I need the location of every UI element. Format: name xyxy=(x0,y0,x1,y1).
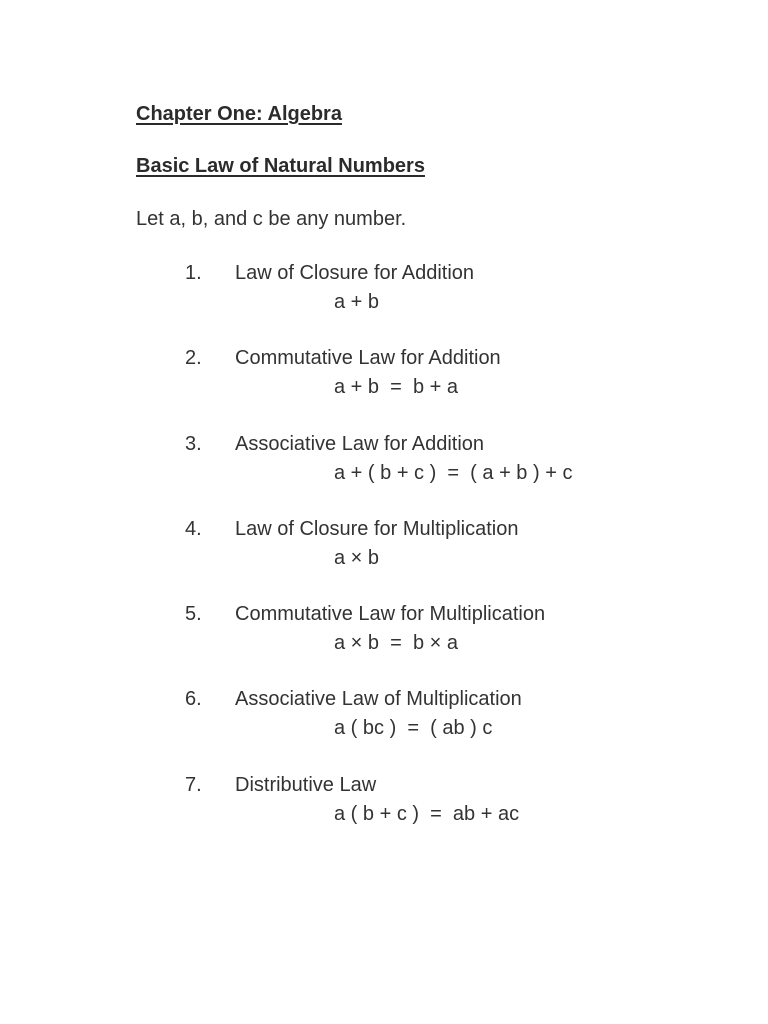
law-number: 6. xyxy=(185,688,202,711)
law-number: 4. xyxy=(185,517,202,540)
law-number: 7. xyxy=(185,773,202,796)
law-formula: a + b = b + a xyxy=(334,376,458,399)
law-number: 3. xyxy=(185,432,202,455)
intro-text: Let a, b, and c be any number. xyxy=(136,208,407,230)
law-formula: a ( bc ) = ( ab ) c xyxy=(334,717,493,740)
chapter-title: Chapter One: Algebra xyxy=(136,103,342,125)
law-name: Law of Closure for Addition xyxy=(235,262,475,284)
law-formula: a + b xyxy=(334,291,380,313)
law-name: Commutative Law for Addition xyxy=(235,347,501,370)
law-formula: a + ( b + c ) = ( a + b ) + c xyxy=(334,461,573,484)
law-name: Commutative Law for Multiplication xyxy=(235,603,546,626)
law-name: Associative Law of Multiplication xyxy=(235,688,522,711)
law-number: 2. xyxy=(185,347,202,370)
law-name: Associative Law for Addition xyxy=(235,432,485,455)
law-name: Distributive Law xyxy=(235,773,377,796)
section-title: Basic Law of Natural Numbers xyxy=(136,155,425,177)
law-item xyxy=(0,262,768,347)
law-item xyxy=(0,688,768,773)
law-formula: a × b xyxy=(334,546,380,569)
laws-list xyxy=(0,262,768,859)
law-item xyxy=(0,774,768,859)
law-number: 5. xyxy=(185,603,202,626)
law-item xyxy=(0,433,768,518)
law-number: 1. xyxy=(185,262,202,284)
law-item xyxy=(0,518,768,603)
law-formula: a ( b + c ) = ab + ac xyxy=(334,802,520,825)
law-item xyxy=(0,347,768,432)
law-item xyxy=(0,603,768,688)
law-formula: a × b = b × a xyxy=(334,632,458,655)
law-name: Law of Closure for Multiplication xyxy=(235,517,519,540)
